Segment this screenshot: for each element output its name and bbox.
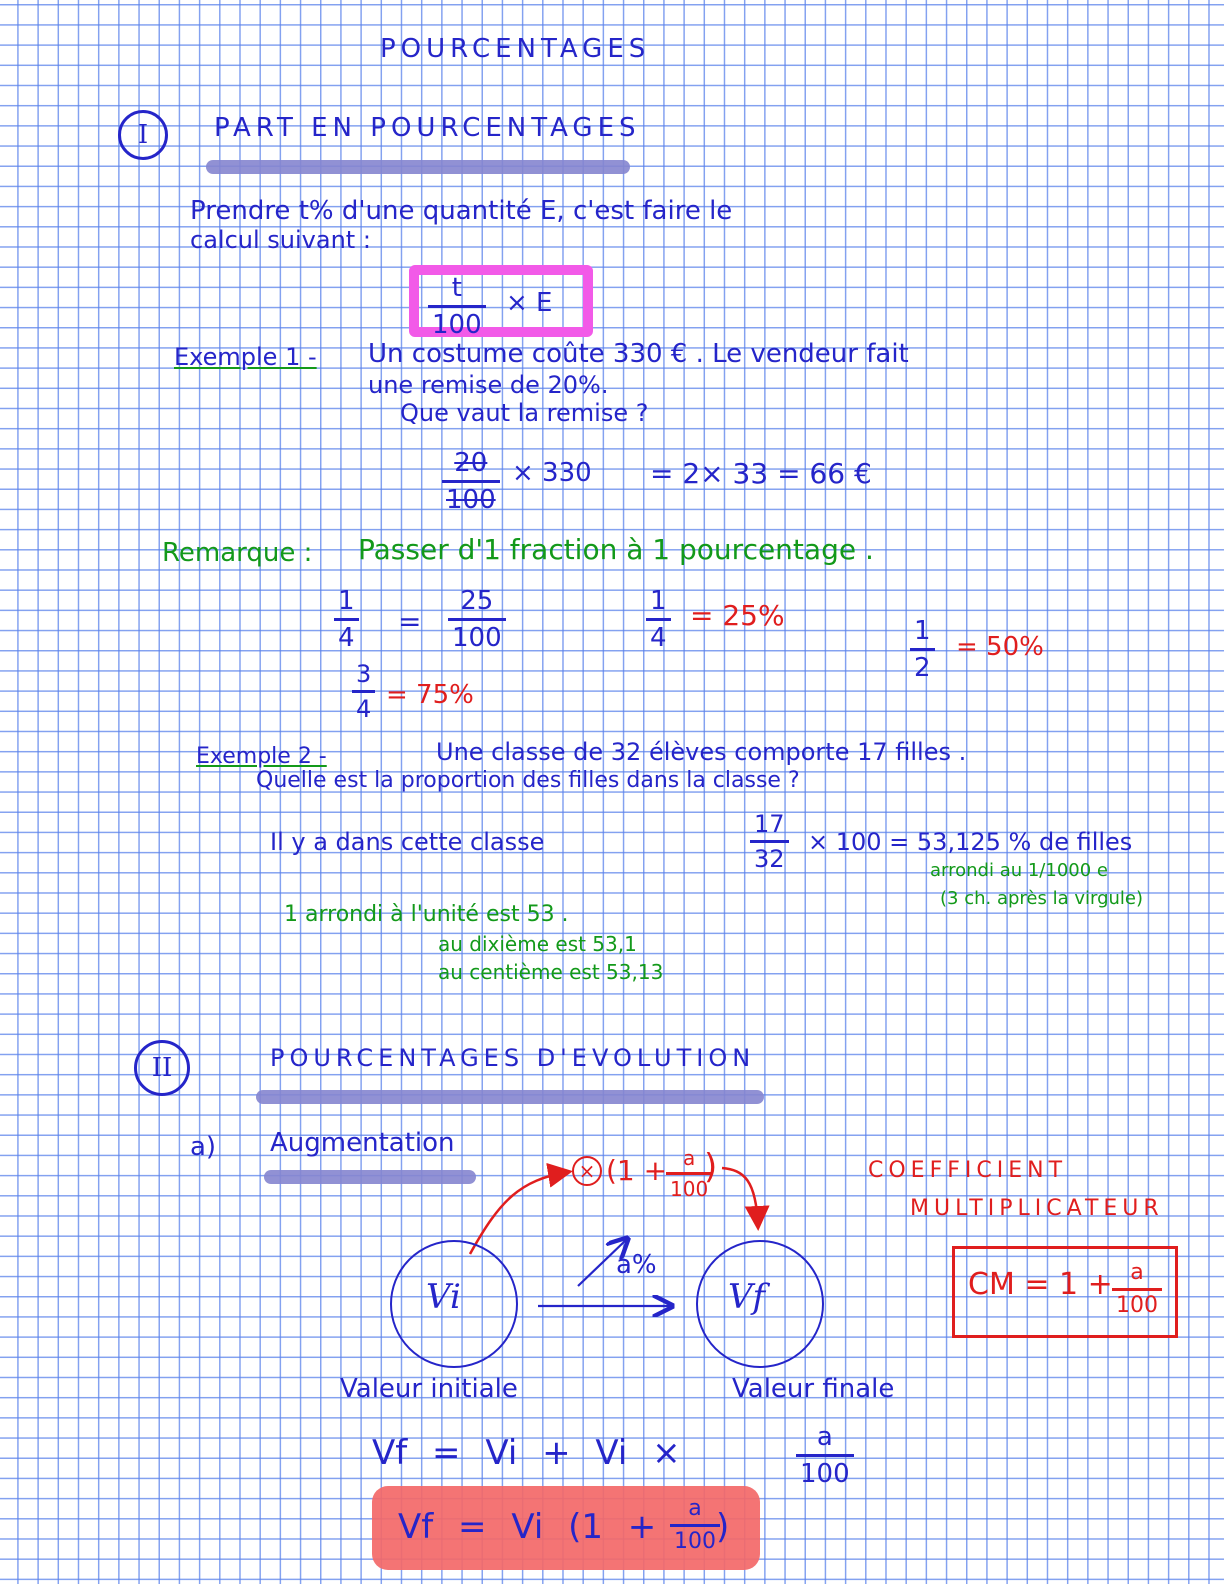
equation-1-fraction: [796, 1424, 854, 1487]
multiplier-open: (1 +: [606, 1154, 668, 1187]
eq2-den: 100: [670, 1524, 720, 1553]
initial-value-label: Valeur initiale: [340, 1374, 518, 1404]
remark-equals: =: [398, 605, 422, 638]
remark-half-num: 1: [914, 616, 931, 646]
evolution-rate-label: a%: [616, 1250, 657, 1280]
subsection-a-letter: a): [190, 1132, 217, 1162]
example-2-line-3: Il y a dans cette classe: [270, 828, 545, 856]
example-1-numerator: 20: [454, 448, 488, 478]
section-1-heading: PART EN POURCENTAGES: [214, 113, 641, 143]
cm-title-line-2: MULTIPLICATEUR: [910, 1196, 1164, 1221]
eq2-num: a: [688, 1496, 702, 1521]
rounding-line-1: 1 arrondi à l'unité est 53 .: [284, 902, 569, 927]
remark-25-den: 100: [448, 618, 506, 651]
equation-1-lhs: Vf = Vi + Vi ×: [372, 1433, 681, 1473]
example-1-denominator: 100: [442, 480, 500, 513]
remark-half-den: 2: [910, 648, 935, 681]
definition-line-2: calcul suivant :: [190, 226, 371, 254]
example-2-den: 32: [750, 840, 789, 871]
example-1-line-1: Un costume coûte 330 € . Le vendeur fait: [368, 339, 909, 369]
remark-25-num: 25: [460, 586, 494, 616]
multiplier-den: 100: [666, 1172, 712, 1199]
cm-den: 100: [1112, 1288, 1162, 1317]
example-2-note-2: (3 ch. après la virgule): [940, 888, 1144, 909]
remark-quarter2-num: 1: [650, 586, 667, 616]
remark-50-percent: = 50%: [956, 632, 1044, 662]
remark-75-percent: = 75%: [386, 680, 474, 710]
eq1-den: 100: [796, 1454, 854, 1487]
remark-quarter-num: 1: [338, 586, 355, 616]
remark-quarter2-den: 4: [646, 618, 671, 651]
remark-text: Passer d'1 fraction à 1 pourcentage .: [358, 533, 874, 566]
example-1-multiplier: × 330: [512, 458, 592, 488]
example-2-note-1: arrondi au 1/1000 e: [930, 860, 1108, 881]
cm-formula-lhs: CM = 1 +: [968, 1267, 1113, 1302]
example-1-line-3: Que vaut la remise ?: [400, 399, 649, 427]
example-2-label: Exemple 2 -: [196, 744, 327, 769]
final-value-symbol: Vf: [728, 1277, 766, 1317]
example-1-line-2: une remise de 20%.: [368, 371, 609, 399]
equation-2-close: ): [716, 1507, 730, 1547]
remark-label: Remarque :: [162, 538, 313, 568]
formula-rest: × E: [506, 288, 553, 318]
example-1-result: = 2× 33 = 66 €: [650, 457, 872, 490]
rounding-line-2: au dixième est 53,1: [438, 932, 637, 956]
formula-numerator: t: [451, 273, 462, 303]
red-curve-arrow-left: [470, 1172, 568, 1254]
example-2-line-1: Une classe de 32 élèves comporte 17 filles .: [436, 738, 967, 766]
rounding-line-3: au centième est 53,13: [438, 960, 664, 984]
multiply-circle-icon: ×: [572, 1156, 602, 1186]
initial-value-symbol: Vi: [426, 1277, 461, 1317]
remark-25-percent: = 25%: [690, 599, 785, 632]
eq1-num: a: [816, 1422, 833, 1452]
formula-denominator: 100: [428, 305, 486, 338]
example-2-line-2: Quelle est la proportion des filles dans la classe ?: [256, 768, 800, 793]
example-2-num: 17: [754, 810, 785, 838]
section-1-numeral: I: [118, 110, 168, 160]
cm-title-line-1: COEFFICIENT: [868, 1158, 1068, 1183]
remark-quarter-den: 4: [334, 618, 359, 651]
cm-num: a: [1130, 1260, 1144, 1285]
section-2-numeral: II: [134, 1040, 190, 1096]
remark-3q-den: 4: [352, 690, 375, 721]
subsection-a-title: Augmentation: [270, 1128, 455, 1158]
definition-line-1: Prendre t% d'une quantité E, c'est faire le: [190, 196, 733, 226]
section-2-heading: POURCENTAGES D'EVOLUTION: [270, 1044, 756, 1072]
equation-2-fraction: [670, 1498, 720, 1553]
example-1-label: Exemple 1 -: [174, 343, 317, 371]
remark-3q-num: 3: [356, 660, 372, 688]
equation-2-lhs: Vf = Vi (1 +: [398, 1507, 657, 1547]
multiplier-close: ): [704, 1147, 718, 1187]
red-curve-arrow-right: [722, 1168, 758, 1226]
final-value-label: Valeur finale: [732, 1374, 895, 1404]
multiplier-num: a: [682, 1146, 696, 1170]
example-2-result: × 100 = 53,125 % de filles: [808, 828, 1133, 856]
cm-formula-fraction: [1112, 1262, 1162, 1317]
page-title: POURCENTAGES: [380, 34, 651, 64]
